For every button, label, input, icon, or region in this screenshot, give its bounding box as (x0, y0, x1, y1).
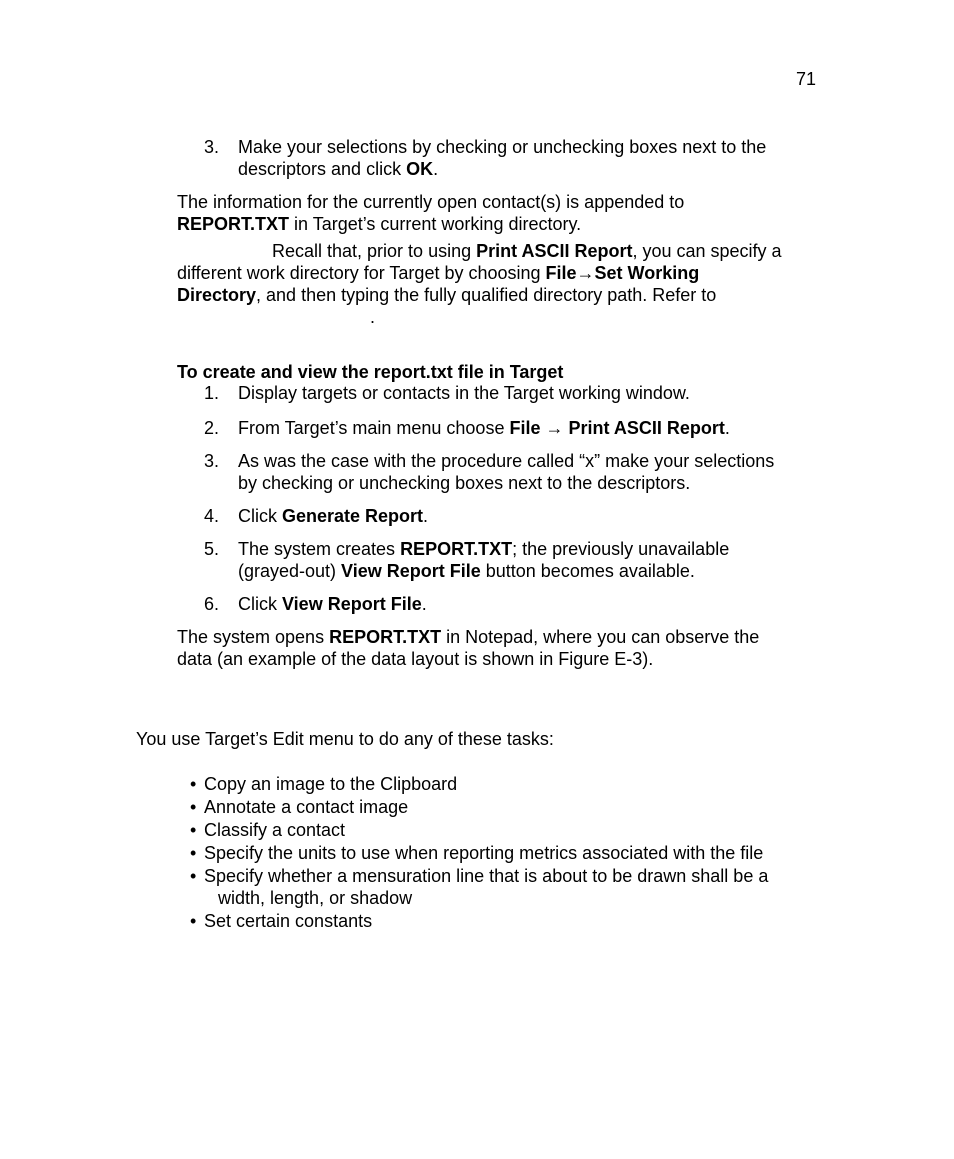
bullet-icon: • (190, 820, 197, 840)
procedure-heading: To create and view the report.txt file in Target (177, 362, 564, 382)
list-text: Click View Report File. (238, 594, 427, 614)
bullet-icon: • (190, 866, 197, 886)
list-number: 1. (204, 383, 220, 403)
list-number: 5. (204, 539, 220, 559)
list-text: Make your selections by checking or unchecking boxes next to the descriptors and click OK. (238, 137, 767, 179)
bullet-icon: • (190, 774, 197, 794)
list-text: From Target’s main menu choose File → Print ASCII Report. (238, 418, 730, 438)
list-text: Display targets or contacts in the Target working window. (238, 383, 690, 403)
list-text: Click Generate Report. (238, 506, 429, 526)
list-text: As was the case with the procedure called “x” make your selections by checking or unchecking boxes next to the descriptors. (238, 451, 775, 493)
system-paragraph: The system opens REPORT.TXT in Notepad, where you can observe the data (an example of the data layout is shown in Figure E-3). (177, 627, 760, 669)
list-number: 2. (204, 418, 220, 438)
info-paragraph: The information for the currently open contact(s) is appended to REPORT.TXT in Target’s current working directory. (177, 192, 685, 234)
list-number: 3. (204, 451, 220, 471)
list-number: 4. (204, 506, 220, 526)
list-number: 3. (204, 137, 220, 157)
list-text: The system creates REPORT.TXT; the previously unavailable (grayed-out) View Report File button becomes available. (238, 539, 730, 581)
bullet-icon: • (190, 797, 197, 817)
recall-note: Recall that, prior to using Print ASCII Report, you can specify a different work directory for Target by choosing File→Set Working Directory, and then typing the fully qualified directory path. Refer to . (177, 241, 782, 327)
list-number: 6. (204, 594, 220, 614)
bullet-icon: • (190, 843, 197, 863)
bullet-icon: • (190, 911, 197, 931)
edit-menu-intro: You use Target’s Edit menu to do any of these tasks: (136, 729, 554, 749)
page-number: 71 (796, 69, 817, 89)
